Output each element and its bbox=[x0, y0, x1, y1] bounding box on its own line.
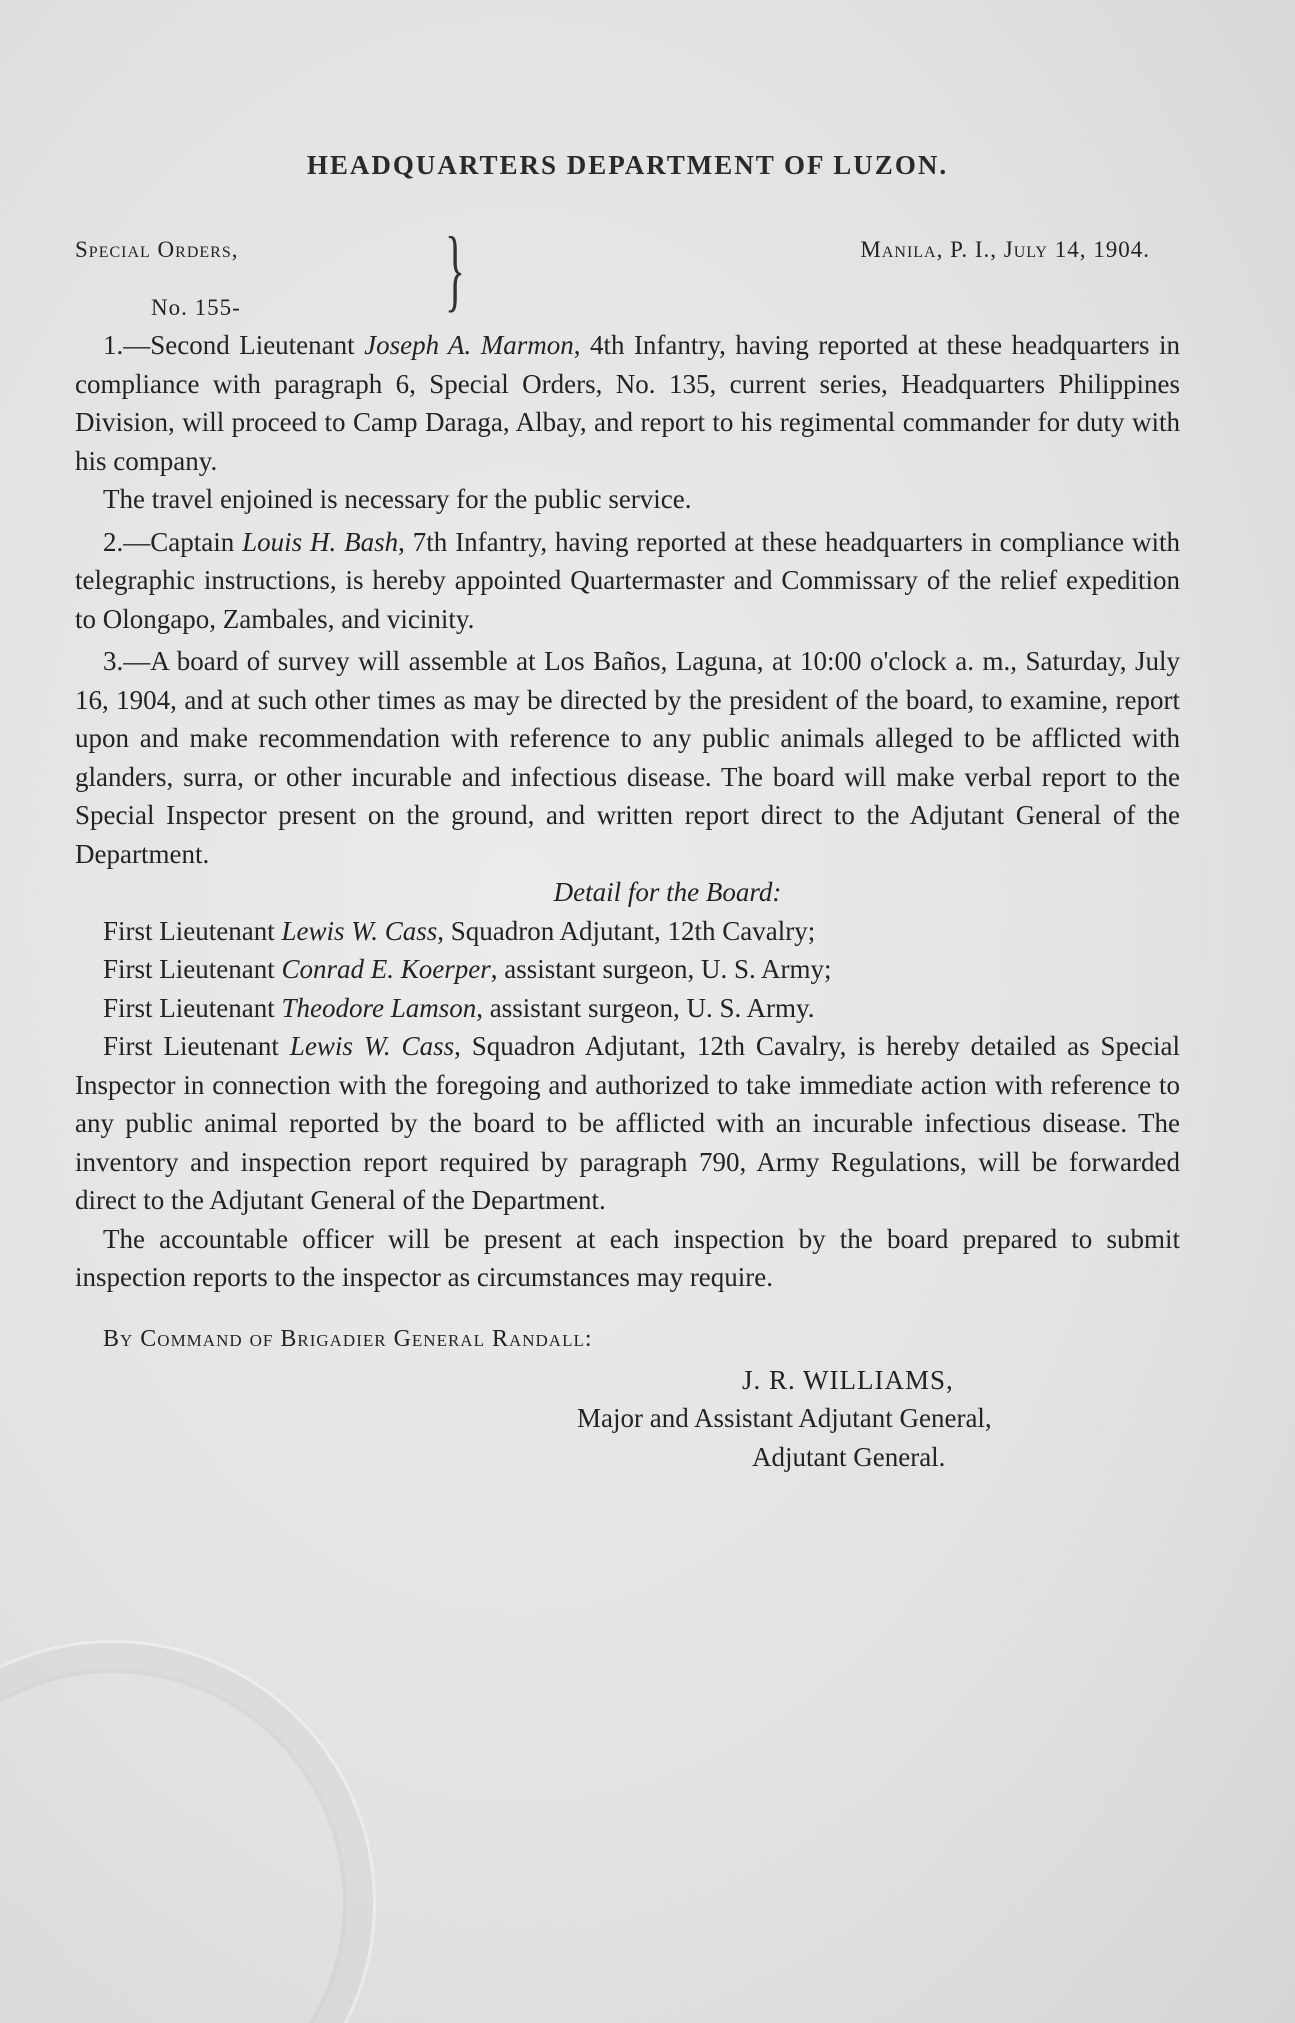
inspector-paragraph bbox=[75, 1027, 1180, 1220]
member-assignment: , assistant surgeon, U. S. Army. bbox=[476, 992, 815, 1023]
member-rank: First Lieutenant bbox=[103, 915, 282, 946]
special-orders-document bbox=[75, 150, 1180, 1476]
embossed-seal bbox=[0, 1640, 376, 2023]
signatory-name: J. R. WILLIAMS, bbox=[742, 1364, 954, 1395]
p1-text-end: , 4th Infantry, having reported at these headquarters in compliance with paragraph 6, Special Orders, No. 135, current series, Headquarters Philippines Division, will proceed to Camp Daraga, Albay, and report to his regimental commander for duty with his company. bbox=[75, 330, 1180, 476]
inspector-rank: First Lieutenant bbox=[103, 1031, 290, 1061]
document-heading: HEADQUARTERS DEPARTMENT OF LUZON. bbox=[306, 150, 949, 180]
board-member bbox=[75, 912, 1180, 951]
board-member bbox=[75, 950, 1180, 989]
signatory-title: Major and Assistant Adjutant General, bbox=[577, 1403, 992, 1433]
p2-officer-name: Louis H. Bash bbox=[242, 526, 399, 557]
brace-glyph: } bbox=[445, 218, 465, 320]
inspector-text: , Squadron Adjutant, 12th Cavalry, is hereby detailed as Special Inspector in connection with the foregoing and authorized to take immediate action with reference to any public animal reported by the board to be afflicted with an incurable infectious disease. The inventory and inspection report required by paragraph 790, Army Regulations, will be forwarded direct to the Adjutant General of the Department. bbox=[75, 1031, 1181, 1215]
orders-header bbox=[75, 218, 1180, 326]
orders-designation bbox=[75, 221, 241, 337]
signature-block bbox=[75, 1361, 1180, 1477]
orders-label: Special Orders, bbox=[75, 237, 239, 262]
accountable-officer-paragraph: The accountable officer will be present at each inspection by the board prepared to submit inspection reports to the inspector as circumstances may require. bbox=[75, 1223, 1180, 1292]
p1-officer-name: Joseph A. Marmon bbox=[364, 330, 574, 360]
by-command-line: By Command of Brigadier General Randall: bbox=[103, 1325, 593, 1352]
p2-text-end: , 7th Infantry, having reported at these headquarters in compliance with telegraphic instructions, is hereby appointed Quartermaster and Commissary of the relief expedition to Olongapo, Zambales, and vicinity. bbox=[75, 526, 1180, 634]
member-name: Lewis W. Cass bbox=[281, 915, 438, 946]
board-member bbox=[75, 989, 1180, 1028]
member-rank: First Lieutenant bbox=[103, 954, 282, 984]
p1-text-start: 1.—Second Lieutenant bbox=[103, 330, 365, 360]
signatory-office: Adjutant General. bbox=[752, 1441, 946, 1472]
member-name: Theodore Lamson bbox=[281, 992, 477, 1023]
paragraph-1-travel: The travel enjoined is necessary for the public service. bbox=[103, 484, 692, 514]
member-assignment: , Squadron Adjutant, 12th Cavalry; bbox=[437, 915, 816, 946]
paragraph-1 bbox=[75, 326, 1180, 480]
member-assignment: , assistant surgeon, U. S. Army; bbox=[490, 954, 832, 984]
detail-heading: Detail for the Board: bbox=[553, 877, 782, 907]
member-name: Conrad E. Koerper bbox=[281, 954, 491, 984]
p2-text-start: 2.—Captain bbox=[103, 526, 243, 557]
member-rank: First Lieutenant bbox=[103, 992, 282, 1023]
orders-number: No. 155- bbox=[151, 295, 241, 320]
place-date: Manila, P. I., July 14, 1904. bbox=[860, 237, 1150, 262]
inspector-name: Lewis W. Cass bbox=[289, 1031, 455, 1061]
paragraph-2 bbox=[75, 523, 1180, 639]
paragraph-3: 3.—A board of survey will assemble at Los Baños, Laguna, at 10:00 o'clock a. m., Saturday, July 16, 1904, and at such other times as may be directed by the president of the board, to examine, report upon and make recommendation with reference to any public animals alleged to be afflicted with glanders, surra, or other incurable and infectious disease. The board will make verbal report to the Special Inspector present on the ground, and written report direct to the Adjutant General of the Department. bbox=[75, 646, 1180, 869]
